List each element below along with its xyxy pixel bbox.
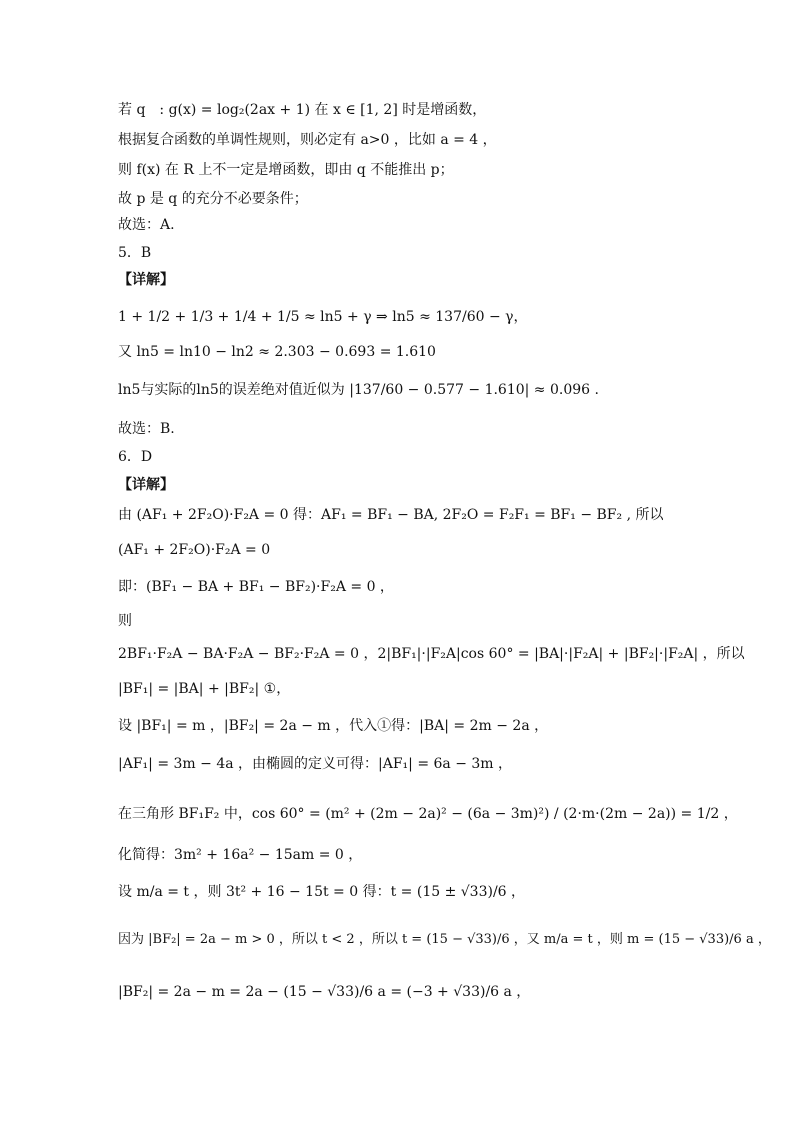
formula-line: 化简得：3m² + 16a² − 15am = 0 ， [118, 847, 363, 863]
text-line: 则 f(x) 在 R 上不一定是增函数，即由 q 不能推出 p； [118, 162, 454, 178]
section-heading: 【详解】 [118, 272, 174, 288]
formula-line: 2BF₁·F₂A − BA·F₂A − BF₂·F₂A = 0 ，2|BF₁|·|F₂A|cos 60° = |BA|·|F₂A| + |BF₂|·|F₂A| ，所以 [118, 646, 745, 662]
formula-line: 又 ln5 = ln10 − ln2 ≈ 2.303 − 0.693 = 1.610 [118, 344, 436, 360]
formula-line: 1 + 1/2 + 1/3 + 1/4 + 1/5 ≈ ln5 + γ ⇒ ln5 ≈ 137/60 − γ， [118, 309, 528, 325]
text-line: 故选：B. [118, 421, 175, 437]
text-line: 故选：A. [118, 217, 175, 233]
text-line: 则 [118, 613, 132, 629]
formula-line: 因为 |BF₂| = 2a − m > 0 ，所以 t < 2 ，所以 t = (15 − √33)/6 ，又 m/a = t ，则 m = (15 − √33)/6 a ， [118, 932, 771, 947]
text-line: 根据复合函数的单调性规则，则必定有 a>0 ，比如 a = 4 ， [118, 132, 497, 148]
formula-line: 设 |BF₁| = m ，|BF₂| = 2a − m ，代入①得：|BA| = 2m − 2a ， [118, 718, 549, 734]
question-number: 5．B [118, 245, 152, 261]
formula-line: |BF₁| = |BA| + |BF₂| ①， [118, 681, 291, 697]
text-line: 故 p 是 q 的充分不必要条件； [118, 191, 308, 207]
formula-line: 由 (AF₁ + 2F₂O)·F₂A = 0 得：AF₁ = BF₁ − BA, 2F₂O = F₂F₁ = BF₁ − BF₂ , 所以 [118, 507, 664, 523]
formula-line: |AF₁| = 3m − 4a ，由椭圆的定义可得：|AF₁| = 6a − 3m ， [118, 756, 513, 772]
question-number: 6．D [118, 449, 153, 465]
section-heading: 【详解】 [118, 477, 174, 493]
text-line: 若 q : g(x) = log₂(2ax + 1) 在 x ∈ [1, 2] 时是增函数， [118, 102, 487, 118]
formula-line: 在三角形 BF₁F₂ 中，cos 60° = (m² + (2m − 2a)² − (6a − 3m)²) / (2·m·(2m − 2a)) = 1/2 ， [118, 806, 738, 822]
formula-line: 即：(BF₁ − BA + BF₁ − BF₂)·F₂A = 0 ， [118, 579, 394, 595]
formula-line: |BF₂| = 2a − m = 2a − (15 − √33)/6 a = (−3 + √33)/6 a ， [118, 984, 531, 1000]
formula-line: 设 m/a = t ，则 3t² + 16 − 15t = 0 得：t = (15 ± √33)/6 ， [118, 884, 526, 900]
formula-line: (AF₁ + 2F₂O)·F₂A = 0 [118, 542, 271, 558]
text-line: ln5与实际的ln5的误差绝对值近似为 |137/60 − 0.577 − 1.610| ≈ 0.096 . [118, 382, 599, 398]
